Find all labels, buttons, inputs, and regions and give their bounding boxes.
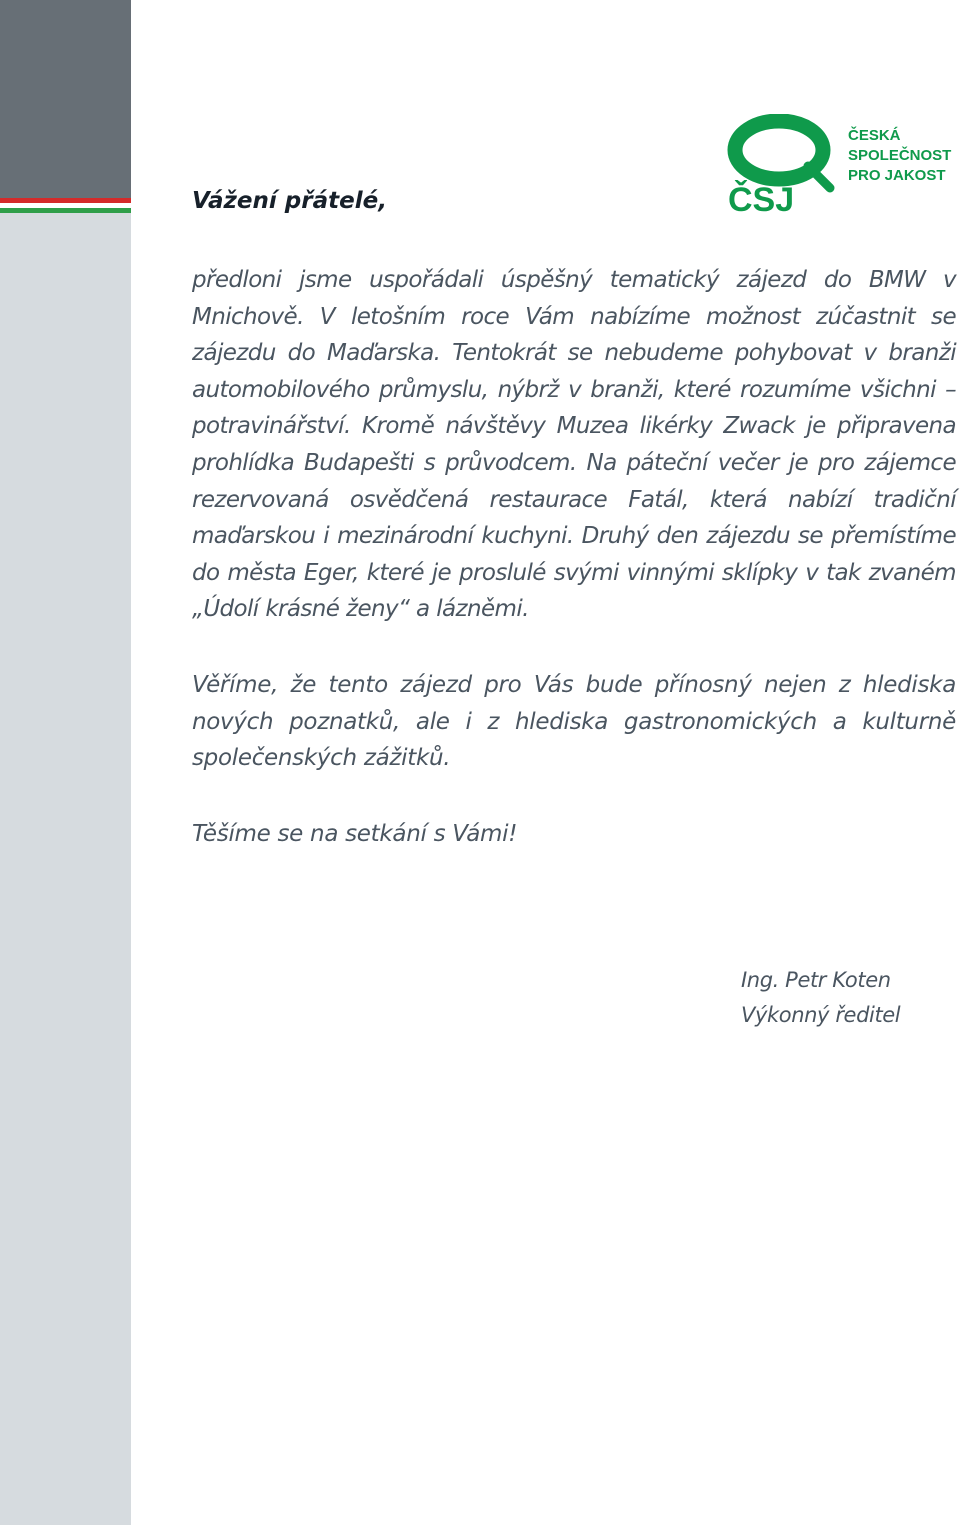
sidebar-dark-block (0, 0, 131, 198)
csj-logo (722, 114, 960, 218)
csj-q-logo-icon (722, 114, 842, 218)
letter-paragraph-1: předloni jsme uspořádali úspěšný tematický zájezd do BMW v Mnichově. V letošním roce Vám nabízíme možnost zúčastnit se zájezdu do Maďarska. Tentokrát se nebudeme pohybovat v branži automobilového průmyslu, nýbrž v branži, které rozumíme všichni – potravinářství. Kromě návštěvy Muzea likérky Zwack je připravena prohlídka Budapešti s průvodcem. Na páteční večer je pro zájemce rezervovaná osvědčená restaurace Fatál, která nabízí tradiční maďarskou i mezinárodní kuchyni. Druhý den zájezdu se přemístíme do města Eger, které je proslulé svými vinnými sklípky v tak zvaném „Údolí krásné ženy“ a lázněmi. (192, 267, 956, 623)
signature-title: Výkonný ředitel (741, 1003, 901, 1027)
letter-signature (741, 963, 900, 1033)
letter-paragraph-2: Věříme, že tento zájezd pro Vás bude přínosný nejen z hlediska nových poznatků, ale i z hlediska gastronomických a kulturně společenských zážitků. (192, 672, 956, 772)
flag-stripe-green (0, 208, 131, 213)
letter-salutation: Vážení přátelé, (192, 188, 387, 214)
sidebar-panel (0, 0, 131, 1525)
signature-name: Ing. Petr Koten (741, 968, 891, 992)
logo-line-2: SPOLEČNOST (848, 147, 952, 164)
letter-closing: Těšíme se na setkání s Vámi! (192, 821, 518, 847)
logo-line-3: PRO JAKOST (848, 167, 946, 184)
logo-line-1: ČESKÁ (848, 127, 901, 144)
logo-wordmark (848, 126, 951, 186)
logo-mark-text: ČSJ (728, 181, 795, 218)
